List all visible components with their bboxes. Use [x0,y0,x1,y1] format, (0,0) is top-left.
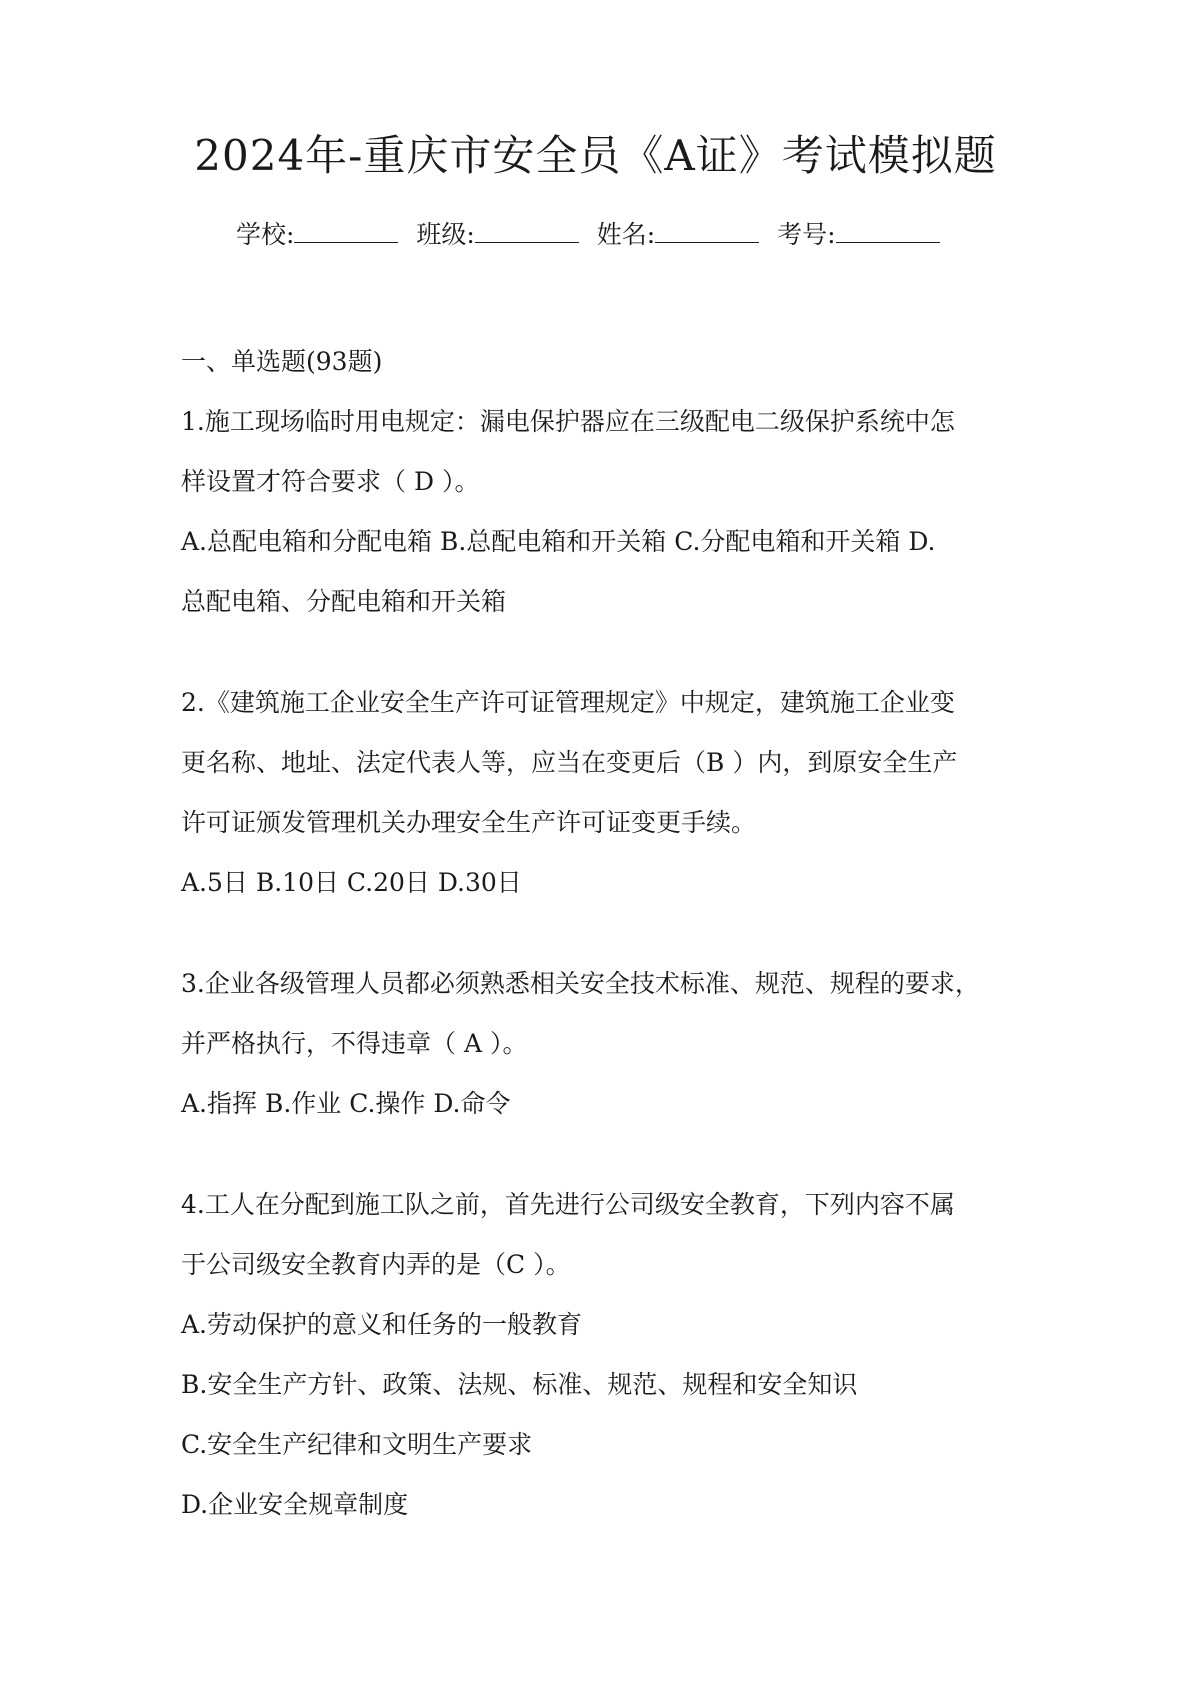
question-1-options-line: A.总配电箱和分配电箱 B.总配电箱和开关箱 C.分配电箱和开关箱 D. [181,527,936,556]
question-2-stem-line: 许可证颁发管理机关办理安全生产许可证变更手续。 [181,808,757,837]
school-blank[interactable] [294,218,398,243]
question-2-stem-line: 更名称、地址、法定代表人等，应当在变更后（B ）内，到原安全生产 [181,748,958,777]
question-3-stem-line: 3.企业各级管理人员都必须熟悉相关安全技术标准、规范、规程的要求， [181,969,980,998]
question-4-option-b: B.安全生产方针、政策、法规、标准、规范、规程和安全知识 [181,1370,858,1399]
document-title: 2024年-重庆市安全员《A证》考试模拟题 [194,131,997,180]
question-1-stem-line: 样设置才符合要求（ D ）。 [181,467,480,496]
question-1-options-line: 总配电箱、分配电箱和开关箱 [181,587,507,616]
name-field [597,218,759,252]
exam-number-blank[interactable] [836,218,940,243]
question-4-stem-line: 4.工人在分配到施工队之前，首先进行公司级安全教育，下列内容不属 [181,1190,955,1219]
student-info-row [236,218,950,252]
section-heading: 一、单选题(93题) [181,347,383,376]
question-4-option-d: D.企业安全规章制度 [181,1490,409,1519]
school-field [236,218,398,252]
question-1-stem-line: 1.施工现场临时用电规定：漏电保护器应在三级配电二级保护系统中怎 [181,407,955,436]
question-4-stem-line: 于公司级安全教育内弄的是（C ）。 [181,1250,571,1279]
exam-number-label: 考号: [777,220,836,249]
exam-number-field [777,218,939,252]
question-3-options-line: A.指挥 B.作业 C.操作 D.命令 [181,1089,511,1118]
name-label: 姓名: [596,220,656,249]
question-2-options-line: A.5日 B.10日 C.20日 D.30日 [181,868,522,897]
class-label: 班级: [416,220,475,249]
class-blank[interactable] [475,218,579,243]
question-4-option-c: C.安全生产纪律和文明生产要求 [181,1430,533,1459]
school-label: 学校: [236,220,295,249]
question-4-option-a: A.劳动保护的意义和任务的一般教育 [181,1310,583,1339]
class-field [416,218,578,252]
name-blank[interactable] [655,218,759,243]
question-3-stem-line: 并严格执行，不得违章（ A ）。 [181,1029,528,1058]
question-2-stem-line: 2.《建筑施工企业安全生产许可证管理规定》中规定，建筑施工企业变 [181,688,955,717]
